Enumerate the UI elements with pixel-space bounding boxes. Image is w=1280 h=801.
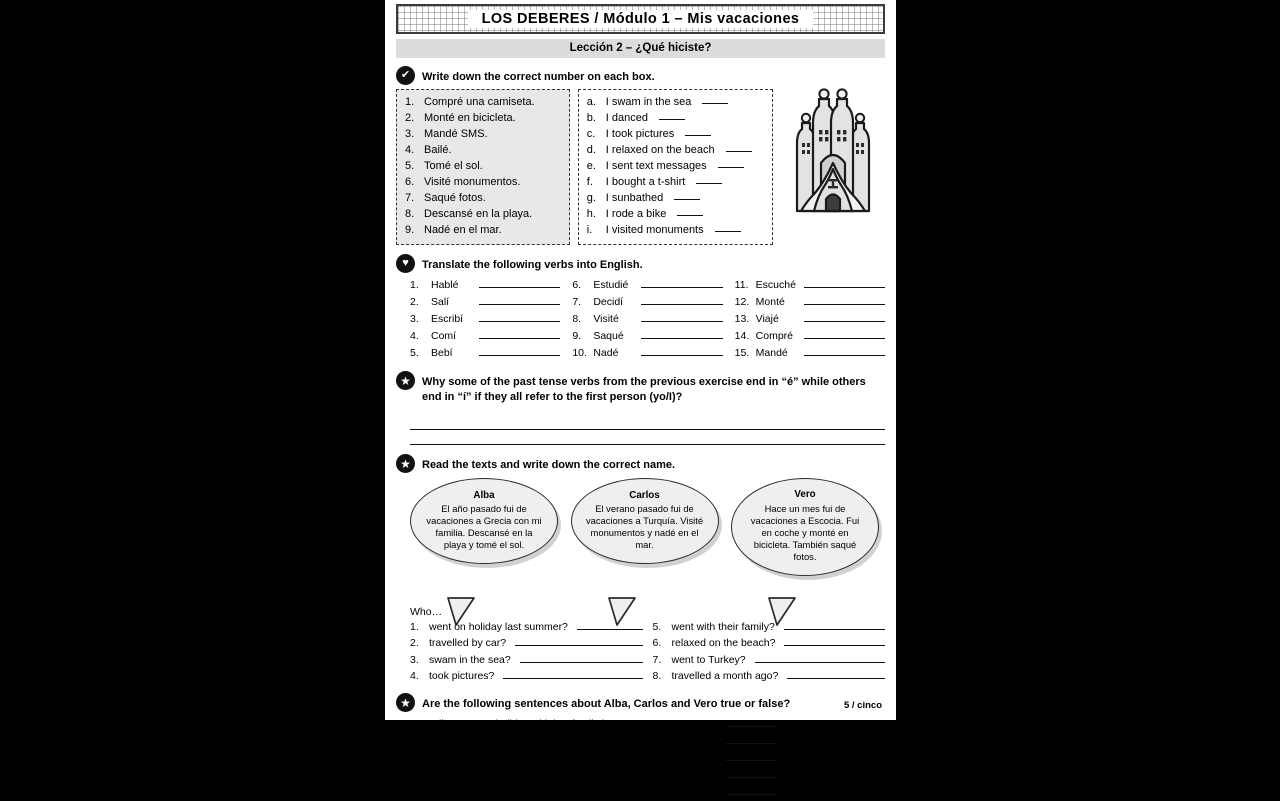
- speaker-text: El verano pasado fui de vacaciones a Turquía. Visité monumentos y nadé en el mar.: [585, 503, 704, 551]
- translation-blank[interactable]: [641, 295, 722, 305]
- exercise-1-header: [396, 67, 885, 85]
- verb-row: [572, 328, 722, 345]
- item-letter: d.: [586, 143, 596, 156]
- item-text: Visité monumentos.: [424, 175, 521, 188]
- item-number: 3.: [405, 127, 415, 140]
- verb-word: Salí: [431, 296, 450, 309]
- english-phrases-box: [578, 89, 773, 245]
- verb-word: Saqué: [593, 330, 624, 343]
- statement-text: Carlos visited Turkey and he took lots of pictures.: [432, 735, 661, 748]
- translation-blank[interactable]: [479, 329, 560, 339]
- answer-blank[interactable]: [755, 653, 885, 663]
- verb-row: [735, 311, 885, 328]
- verbs-column-1: [410, 277, 560, 362]
- list-item: [587, 175, 764, 191]
- item-number: 5.: [405, 159, 415, 172]
- verb-word: Bebí: [431, 347, 453, 360]
- spanish-phrases-box: [396, 89, 570, 245]
- question-text: travelled by car?: [429, 637, 507, 650]
- question-number: 3.: [410, 653, 419, 666]
- true-false-row: [412, 767, 885, 784]
- verb-row: [410, 294, 560, 311]
- answer-line[interactable]: [410, 415, 885, 430]
- verb-number: 15.: [734, 347, 750, 360]
- speaker-name: Vero: [794, 489, 816, 501]
- translation-blank[interactable]: [804, 295, 885, 305]
- heart-circle-icon: ♥: [396, 254, 415, 273]
- exercise-4-instruction: Read the texts and write down the correct name.: [422, 459, 676, 472]
- who-questions-grid: [410, 619, 885, 684]
- item-letter: h.: [586, 207, 596, 220]
- item-text: Compré una camiseta.: [424, 96, 535, 108]
- item-text: I relaxed on the beach: [605, 143, 715, 156]
- speaker-name: Alba: [473, 489, 495, 501]
- verb-number: 14.: [734, 330, 750, 343]
- answer-blank[interactable]: [520, 653, 643, 663]
- item-text: Saqué fotos.: [424, 191, 486, 204]
- verb-row: [735, 328, 885, 345]
- question-number: 2.: [410, 637, 419, 650]
- verb-row: [572, 311, 722, 328]
- speech-bubbles-row: [410, 478, 879, 576]
- list-item: [587, 159, 764, 175]
- sagrada-familia-icon: [781, 89, 885, 219]
- true-false-list: [412, 716, 885, 801]
- verb-word: Compré: [755, 330, 794, 343]
- question-number: 5.: [652, 621, 662, 634]
- item-text: I rode a bike: [605, 207, 667, 220]
- translation-blank[interactable]: [804, 278, 885, 288]
- answer-blank[interactable]: [674, 191, 700, 200]
- question-text: took pictures?: [429, 669, 495, 682]
- exercise-3-header: [396, 372, 885, 404]
- exercise-4-header: [396, 455, 885, 473]
- verb-row: [735, 277, 885, 294]
- item-number: 1.: [405, 96, 415, 108]
- question-text: swam in the sea?: [429, 653, 511, 666]
- list-item: [405, 175, 561, 191]
- true-false-row: [412, 750, 885, 767]
- verb-row: [410, 328, 560, 345]
- speaker-text: El año pasado fui de vacaciones a Grecia con mi familia. Descansé en la playa y tomé el sol.: [426, 503, 542, 551]
- item-text: Bailé.: [424, 143, 452, 156]
- exercise-2-header: [396, 255, 885, 273]
- verb-word: Escribí: [431, 313, 464, 326]
- translation-blank[interactable]: [479, 312, 560, 322]
- verb-number: 9.: [572, 330, 582, 343]
- list-item: [405, 111, 561, 127]
- item-number: 9.: [405, 223, 415, 236]
- list-item: [405, 223, 561, 239]
- item-text: I took pictures: [605, 127, 675, 140]
- verb-number: 2.: [410, 296, 419, 309]
- translation-blank[interactable]: [641, 278, 722, 288]
- question-number: 7.: [652, 653, 662, 666]
- verb-number: 8.: [572, 313, 582, 326]
- statement-number: 2.: [412, 735, 421, 748]
- statement-number: 1.: [412, 718, 421, 731]
- verb-word: Nadé: [593, 347, 619, 360]
- verbs-translation-grid: [410, 277, 885, 362]
- answer-blank[interactable]: [784, 636, 885, 646]
- true-false-row: [412, 716, 885, 733]
- who-question-row: [653, 668, 886, 684]
- translation-blank[interactable]: [804, 346, 885, 356]
- statement-text: Alba went on holiday with her family last summer.: [432, 718, 662, 731]
- exercise-3-answer-area: [410, 415, 885, 445]
- answer-blank[interactable]: [726, 768, 776, 778]
- item-letter: f.: [586, 175, 593, 188]
- verb-number: 1.: [410, 279, 419, 292]
- answer-blank[interactable]: [659, 111, 685, 120]
- translation-blank[interactable]: [641, 346, 722, 356]
- question-number: 6.: [652, 637, 662, 650]
- translation-blank[interactable]: [479, 295, 560, 305]
- answer-blank[interactable]: [787, 669, 885, 679]
- verb-word: Viajé: [755, 313, 779, 326]
- item-letter: b.: [586, 111, 596, 124]
- item-text: I bought a t-shirt: [605, 175, 686, 188]
- item-number: 8.: [405, 207, 415, 220]
- list-item: [405, 191, 561, 207]
- list-item: [587, 207, 764, 223]
- translation-blank[interactable]: [641, 329, 722, 339]
- question-text: travelled a month ago?: [671, 669, 779, 682]
- answer-line[interactable]: [410, 430, 885, 445]
- question-number: 4.: [410, 669, 419, 682]
- exercise-5-header: [396, 694, 885, 712]
- verb-row: [572, 345, 722, 362]
- translation-blank[interactable]: [804, 329, 885, 339]
- question-text: relaxed on the beach?: [671, 637, 776, 650]
- item-text: Monté en bicicleta.: [424, 111, 516, 124]
- verb-number: 7.: [572, 296, 582, 309]
- verbs-column-3: [735, 277, 885, 362]
- question-text: went on holiday last summer?: [429, 621, 568, 634]
- item-text: I danced: [605, 111, 648, 124]
- verb-number: 10.: [572, 347, 587, 360]
- item-text: I sunbathed: [605, 191, 664, 204]
- worksheet-page: [385, 0, 896, 799]
- lesson-subtitle: Lección 2 – ¿Qué hiciste?: [396, 39, 885, 58]
- verb-row: [572, 277, 722, 294]
- true-false-row: [412, 733, 885, 750]
- verb-number: 11.: [734, 279, 749, 292]
- verb-row: [410, 277, 560, 294]
- translation-blank[interactable]: [804, 312, 885, 322]
- translation-blank[interactable]: [641, 312, 722, 322]
- verb-row: [735, 345, 885, 362]
- item-letter: e.: [586, 159, 596, 172]
- list-item: [405, 95, 561, 111]
- item-letter: g.: [586, 191, 596, 204]
- exercise-1-body: [396, 89, 885, 245]
- list-item: [587, 191, 764, 207]
- answer-blank[interactable]: [726, 143, 752, 152]
- star-circle-icon: ★: [396, 454, 415, 473]
- item-text: Descansé en la playa.: [424, 207, 533, 220]
- true-false-row: [412, 784, 885, 801]
- item-number: 2.: [405, 111, 415, 124]
- list-item: [587, 127, 764, 143]
- check-circle-icon: ✔: [396, 66, 415, 85]
- statement-number: 4.: [412, 769, 421, 782]
- item-text: I visited monuments: [605, 223, 704, 236]
- answer-blank[interactable]: [726, 751, 776, 761]
- list-item: [405, 207, 561, 223]
- list-item: [405, 143, 561, 159]
- verb-word: Visité: [593, 313, 619, 326]
- statement-text: Alba went to Greece and sunbathed while on holiday.: [432, 769, 680, 782]
- answer-blank[interactable]: [715, 223, 741, 232]
- who-label: Who…: [410, 606, 443, 619]
- speaker-text: Hace un mes fui de vacaciones a Escocia. Fui en coche y monté en bicicleta. También saqué fotos.: [750, 503, 860, 563]
- verb-number: 13.: [734, 313, 750, 326]
- answer-blank[interactable]: [696, 175, 722, 184]
- verb-number: 6.: [572, 279, 582, 292]
- exercise-1-instruction: Write down the correct number on each box.: [422, 71, 655, 83]
- verb-word: Hablé: [431, 279, 459, 292]
- verb-word: Estudié: [593, 279, 629, 292]
- statement-number: 5.: [412, 786, 421, 799]
- item-text: I sent text messages: [605, 159, 707, 172]
- list-item: [587, 111, 764, 127]
- verb-number: 3.: [410, 313, 419, 326]
- answer-blank[interactable]: [726, 785, 776, 795]
- list-item: [405, 159, 561, 175]
- verb-word: Escuché: [755, 279, 796, 292]
- item-letter: c.: [586, 127, 596, 140]
- answer-blank[interactable]: [515, 636, 642, 646]
- answer-blank[interactable]: [685, 127, 711, 136]
- item-letter: i.: [586, 223, 593, 236]
- item-letter: a.: [586, 96, 596, 108]
- who-question-row: [653, 635, 886, 651]
- verb-number: 4.: [410, 330, 419, 343]
- item-number: 7.: [405, 191, 415, 204]
- answer-blank[interactable]: [503, 669, 642, 679]
- verb-number: 5.: [410, 347, 419, 360]
- verb-row: [410, 345, 560, 362]
- list-item: [587, 223, 764, 239]
- item-text: Mandé SMS.: [424, 127, 488, 140]
- item-text: Nadé en el mar.: [424, 223, 502, 236]
- bubble-body: [731, 478, 879, 576]
- verb-row: [735, 294, 885, 311]
- star-circle-icon: ★: [396, 371, 415, 390]
- question-text: went with their family?: [671, 621, 775, 634]
- answer-blank[interactable]: [726, 734, 776, 744]
- who-question-row: [410, 652, 643, 668]
- speech-bubble-alba: [410, 478, 558, 576]
- verb-word: Monté: [755, 296, 785, 309]
- exercise-5-instruction: Are the following sentences about Alba, Carlos and Vero true or false?: [422, 698, 791, 711]
- speech-bubble-carlos: [571, 478, 719, 576]
- page-number: 5 / cinco: [843, 700, 882, 711]
- page-title: LOS DEBERES / Módulo 1 – Mis vacaciones: [468, 10, 814, 28]
- list-item: [587, 95, 764, 111]
- bubble-body: [571, 478, 719, 564]
- question-text: went to Turkey?: [671, 653, 746, 666]
- list-item: [405, 127, 561, 143]
- answer-blank[interactable]: [718, 159, 744, 168]
- verb-word: Mandé: [755, 347, 788, 360]
- verb-number: 12.: [734, 296, 750, 309]
- question-number: 8.: [652, 669, 662, 682]
- item-text: I swam in the sea: [605, 96, 692, 108]
- who-question-row: [410, 635, 643, 651]
- exercise-3-instruction: Why some of the past tense verbs from the previous exercise end in “é” while others end in “í” if they all refer to the first person (yo/I)?: [422, 376, 866, 403]
- who-question-row: [410, 668, 643, 684]
- who-question-row: [653, 652, 886, 668]
- statement-number: 3.: [412, 752, 421, 765]
- who-column-right: [653, 619, 886, 684]
- item-number: 4.: [405, 143, 415, 156]
- verb-word: Decidí: [593, 296, 624, 309]
- item-number: 6.: [405, 175, 415, 188]
- translation-blank[interactable]: [479, 278, 560, 288]
- exercise-2-instruction: Translate the following verbs into English.: [422, 259, 643, 272]
- translation-blank[interactable]: [479, 346, 560, 356]
- verb-row: [572, 294, 722, 311]
- worksheet-title-box: [396, 4, 885, 34]
- statement-text: Carlos visited monuments and rode a bike.: [432, 786, 632, 799]
- speech-bubble-vero: [731, 478, 879, 576]
- verbs-column-2: [572, 277, 722, 362]
- bubble-body: [410, 478, 558, 564]
- speaker-name: Carlos: [629, 489, 660, 501]
- statement-text: Vero went on holiday to Spain and she went by car.: [432, 752, 671, 765]
- star-circle-icon: ★: [396, 693, 415, 712]
- item-text: Tomé el sol.: [424, 159, 483, 172]
- list-item: [587, 143, 764, 159]
- answer-blank[interactable]: [702, 95, 728, 104]
- question-number: 1.: [410, 621, 419, 634]
- who-column-left: [410, 619, 643, 684]
- answer-blank[interactable]: [677, 207, 703, 216]
- verb-row: [410, 311, 560, 328]
- answer-blank[interactable]: [726, 717, 776, 727]
- verb-word: Comí: [431, 330, 457, 343]
